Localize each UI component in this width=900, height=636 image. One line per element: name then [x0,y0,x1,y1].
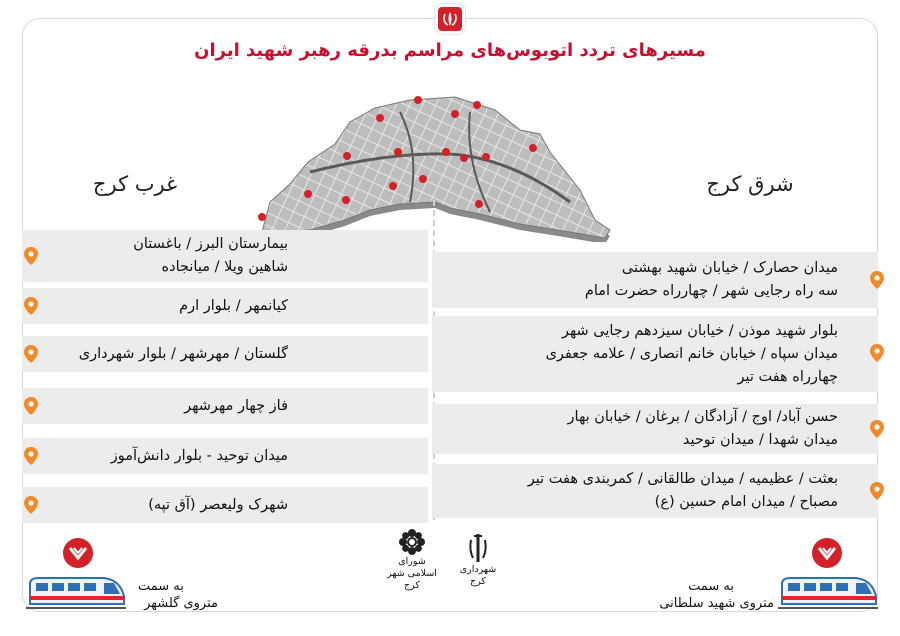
location-pin-icon [24,247,38,265]
metro-logo-icon [63,538,93,568]
logos [385,525,505,595]
location-pin-icon [24,345,38,363]
east-metro-label: به سمت متروی شهید سلطانی [659,579,774,611]
west-route-1: بیمارستان البرز / باغستان شاهین ویلا / میانجاده [22,230,428,282]
location-pin-icon [870,482,884,500]
metro-logo-icon [812,538,842,568]
east-karaj-title: شرق کرج [706,172,794,196]
location-pin-icon [24,496,38,514]
train-icon [26,574,126,610]
west-route-6: شهرک ولیعصر (آق تپه) [22,487,428,523]
west-route-4: فاز چهار مهرشهر [22,388,428,424]
west-route-2: کیانمهر / بلوار ارم [22,288,428,324]
east-route-3: حسن آباد/ اوج / آزادگان / برغان / خیابان بهار میدان شهدا / میدان توحید [432,404,878,454]
municipality-logo [451,532,505,588]
west-route-3: گلستان / مهرشهر / بلوار شهرداری [22,336,428,372]
location-pin-icon [870,420,884,438]
municipality-emblem-icon [465,532,491,564]
location-pin-icon [870,271,884,289]
council-emblem-icon [398,528,426,556]
east-route-4: بعثت / عظیمیه / میدان طالقانی / کمربندی هفت تیر مصباح / میدان امام حسین (ع) [432,464,878,518]
council-logo-text: شورای اسلامی شهر کرج [387,556,437,591]
iran-emblem-icon [435,4,465,34]
west-karaj-title: غرب کرج [92,172,178,196]
location-pin-icon [870,344,884,362]
train-icon [778,574,878,610]
karaj-map [250,92,620,242]
east-route-1: میدان حصارک / خیابان شهید بهشتی سه راه رجایی شهر / چهارراه حضرت امام [432,252,878,308]
municipality-logo-text: شهرداری کرج [459,564,497,587]
west-metro-label: به سمت متروی گلشهر [138,579,218,611]
location-pin-icon [24,397,38,415]
west-route-5: میدان توحید - بلوار دانش‌آموز [22,438,428,474]
page-title: مسیرهای تردد اتوبوس‌های مراسم بدرقه رهبر شهید ایران [194,40,706,61]
east-route-2: بلوار شهید موذن / خیابان سیزدهم رجایی شهر میدان سپاه / خیابان خانم انصاری / علامه جعفری چهارراه هفت تیر [432,316,878,392]
location-pin-icon [24,297,38,315]
location-pin-icon [24,447,38,465]
council-logo [385,528,439,592]
